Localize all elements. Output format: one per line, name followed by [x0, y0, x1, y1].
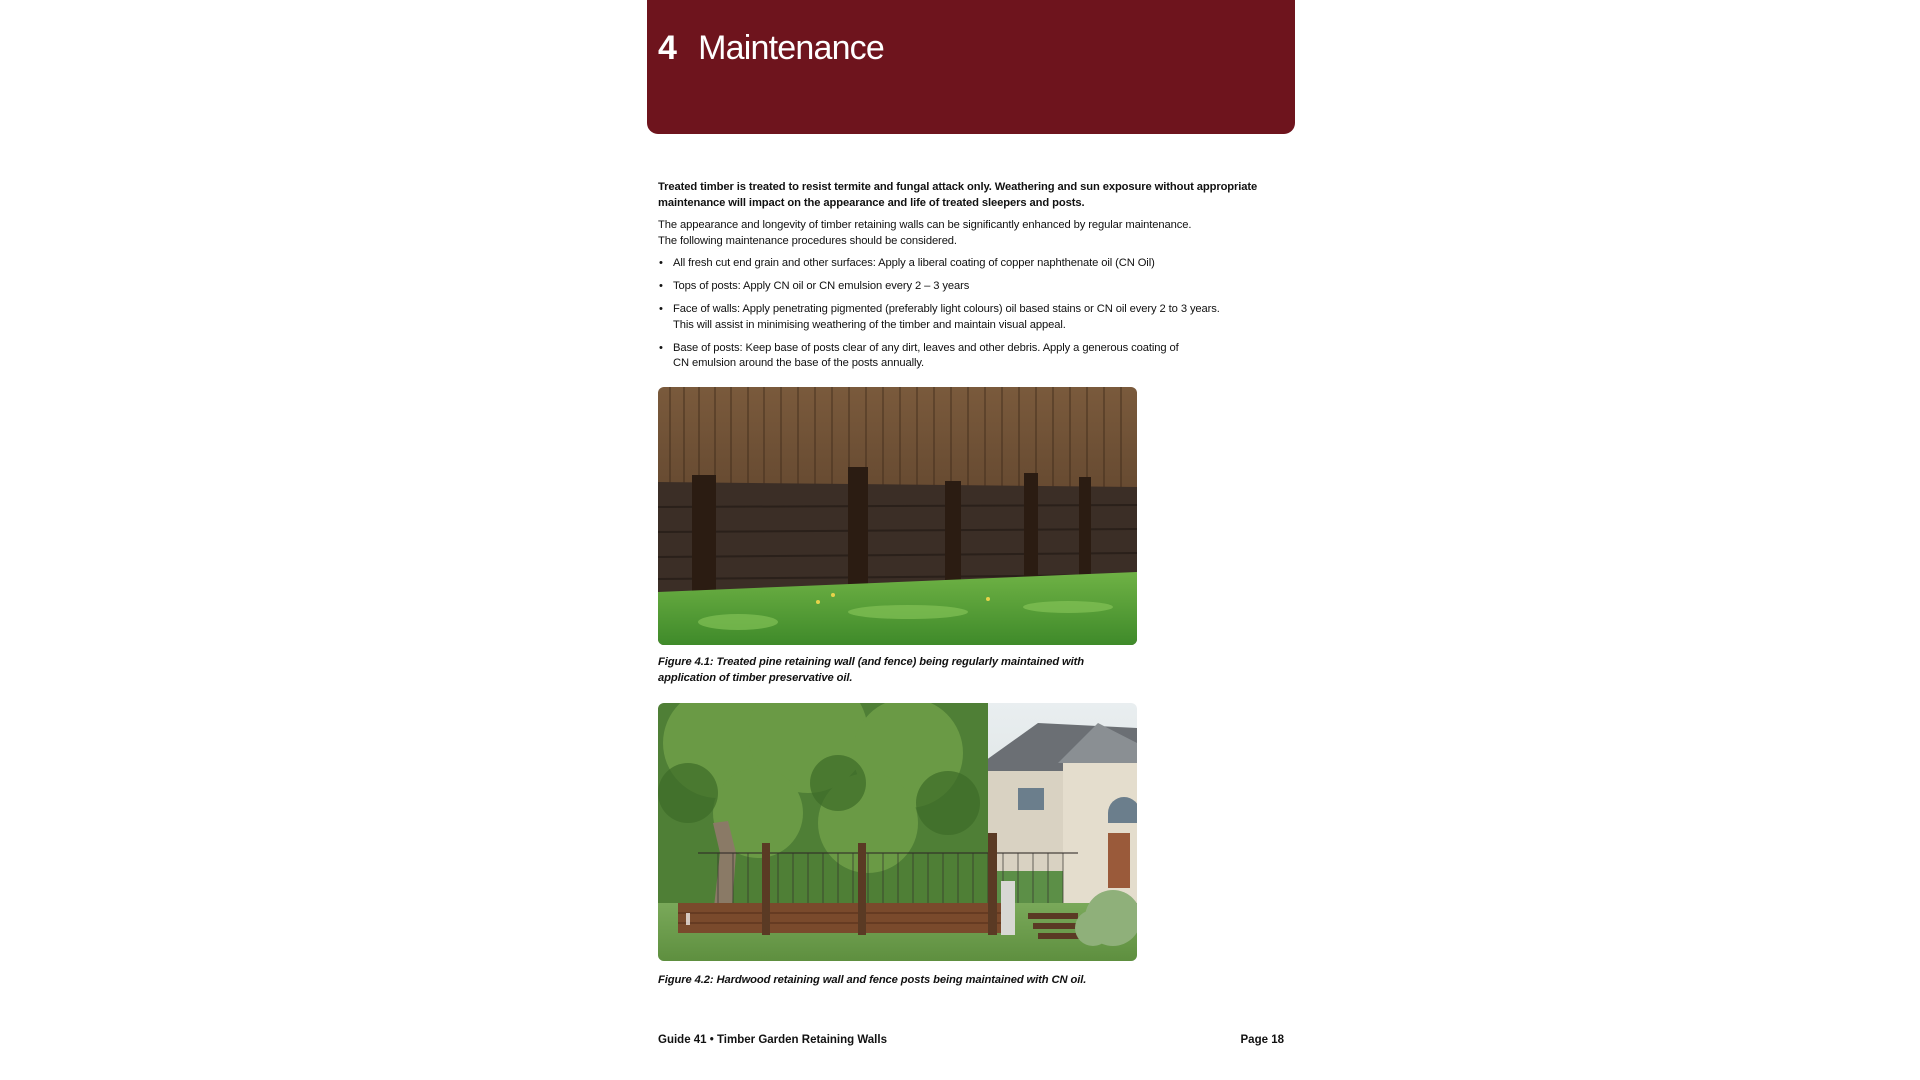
list-item-text: Tops of posts: Apply CN oil or CN emulsion every 2 – 3 years	[673, 280, 970, 292]
figure-4-1-caption	[658, 655, 1158, 686]
caption-line: application of timber preservative oil.	[658, 671, 853, 684]
intro-line-2: The following maintenance procedures should be considered.	[658, 234, 957, 247]
list-item	[658, 279, 1258, 295]
list-item-text-continued: This will assist in minimising weathering of the timber and maintain visual appeal.	[673, 318, 1066, 331]
list-item-text: Base of posts: Keep base of posts clear of any dirt, leaves and other debris. Apply a generous coating of	[673, 341, 1179, 354]
bullet-icon: •	[659, 280, 663, 292]
list-item-text: All fresh cut end grain and other surfaces: Apply a liberal coating of copper naphthenate oil (CN Oil)	[673, 257, 1155, 269]
document-page	[647, 0, 1295, 1080]
figure-4-1-photo	[658, 387, 1137, 645]
list-item	[658, 302, 1258, 333]
figure-4-2-caption	[658, 973, 1158, 989]
intro-paragraph	[658, 218, 1258, 249]
section-heading	[658, 29, 884, 68]
bullet-icon: •	[659, 303, 663, 315]
lead-paragraph: Treated timber is treated to resist termite and fungal attack only. Weathering and sun exposure without appropriate maintenance will impact on the appearance and life of treated sleepers and posts.	[658, 181, 1258, 209]
section-number: 4	[658, 29, 677, 67]
bullet-icon: •	[659, 341, 663, 354]
list-item	[658, 341, 1258, 372]
figure-4-2-photo	[658, 703, 1137, 961]
intro-line-1: The appearance and longevity of timber retaining walls can be significantly enhanced by regular maintenance.	[658, 219, 1192, 231]
caption-line: Figure 4.2: Hardwood retaining wall and fence posts being maintained with CN oil.	[658, 974, 1087, 986]
footer-guide-title: Guide 41 • Timber Garden Retaining Walls	[658, 1034, 887, 1046]
footer-page-number: Page 18	[1240, 1034, 1284, 1046]
maintenance-list	[658, 256, 1258, 372]
bullet-icon: •	[659, 257, 663, 269]
list-item-text: Face of walls: Apply penetrating pigmented (preferably light colours) oil based stains or CN oil every 2 to 3 years.	[673, 303, 1220, 315]
section-title: Maintenance	[698, 29, 884, 67]
list-item	[658, 256, 1258, 272]
list-item-text-continued: CN emulsion around the base of the posts annually.	[673, 357, 925, 369]
body-text	[658, 180, 1258, 379]
caption-line: Figure 4.1: Treated pine retaining wall (and fence) being regularly maintained with	[658, 656, 1085, 668]
section-header-band	[647, 0, 1295, 134]
